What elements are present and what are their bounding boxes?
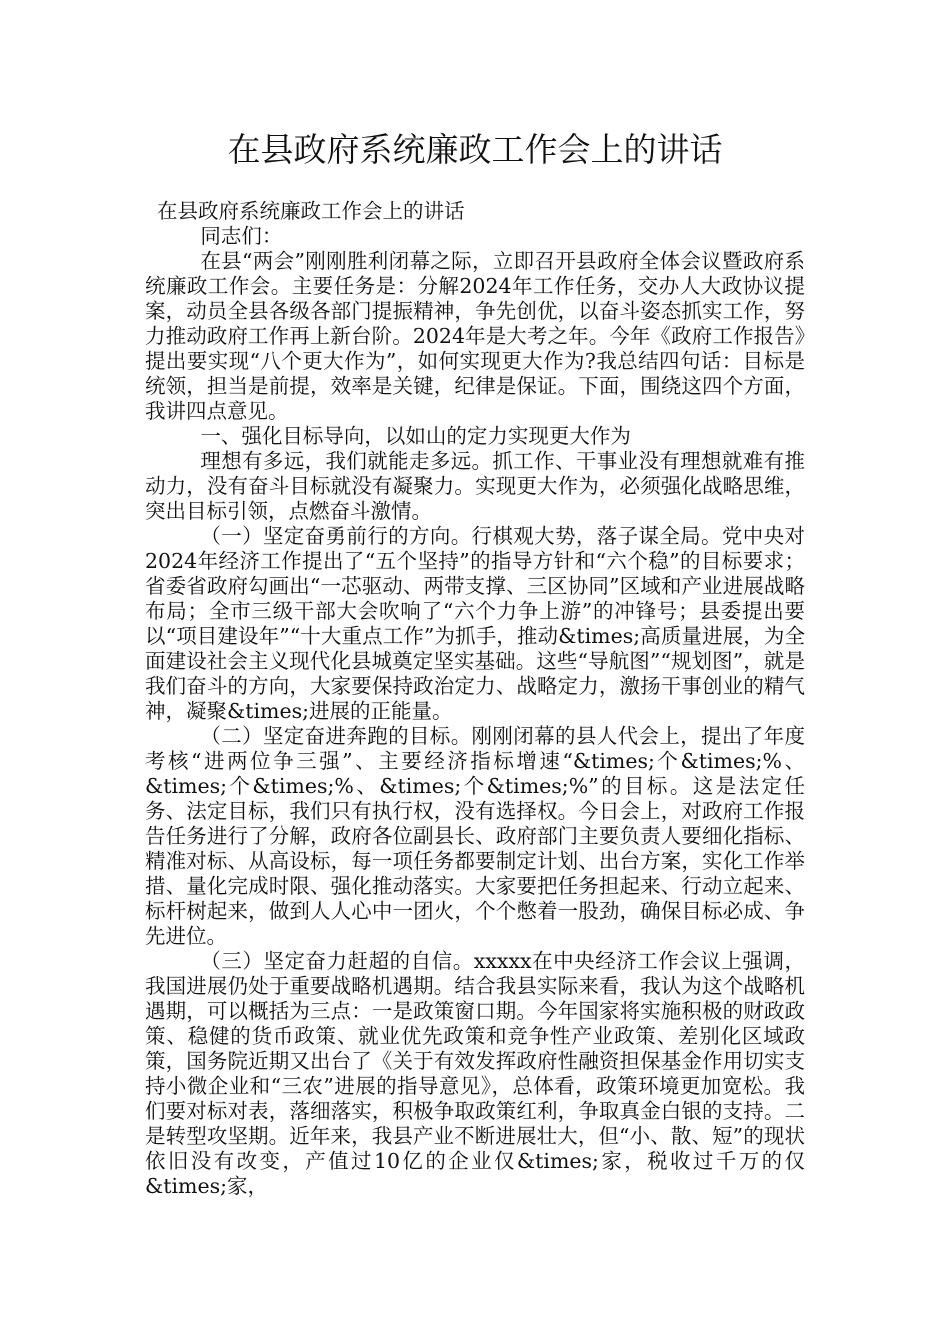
paragraph-point-3: （三）坚定奋力赶超的自信。xxxxx在中央经济工作会议上强调，我国进展仍处于重要战略机遇期。结合我县实际来看，我认为这个战略机遇期，可以概括为三点：一是政策窗口期。今年国家将实施积极的财政政策、稳健的货币政策、就业优先政策和竞争性产业政策、差别化区域政策，国务院近期又出台了《关于有效发挥政府性融资担保基金作用切实支持小微企业和“三农”进展的指导意见》，总体看，政策环境更加宽松。我们要对标对表，落细落实，积极争取政策红利，争取真金白银的支持。二是转型攻坚期。近年来，我县产业不断进展壮大，但“小、散、短”的现状依旧没有改变，产值过10亿的企业仅&times;家，税收过千万的仅&times;家， (145, 949, 805, 1198)
paragraph-intro: 在县“两会”刚刚胜利闭幕之际，立即召开县政府全体会议暨政府系统廉政工作会。主要任务是：分解2024年工作任务，交办人大政协议提案，动员全县各级各部门提振精神，争先创优，以奋斗姿态抓实工作，努力推动政府工作再上新台阶。2024年是大考之年。今年《政府工作报告》提出要实现“八个更大作为”，如何实现更大作为?我总结四句话：目标是统领，担当是前提，效率是关键，纪律是保证。下面，围绕这四个方面，我讲四点意见。 (145, 249, 805, 423)
salutation: 同志们： (200, 224, 283, 248)
paragraph-point-1: （一）坚定奋勇前行的方向。行棋观大势，落子谋全局。党中央对2024年经济工作提出了“五个坚持”的指导方针和“六个稳”的目标要求；省委省政府勾画出“一芯驱动、两带支撑、三区协同”区域和产业进展战略布局；全市三级干部大会吹响了“六个力争上游”的冲锋号；县委提出要以“项目建设年”“十大重点工作”为抓手，推动&times;高质量进展，为全面建设社会主义现代化县城奠定坚实基础。这些“导航图”“规划图”，就是我们奋斗的方向，大家要保持政治定力、战略定力，激扬干事创业的精气神，凝聚&times;进展的正能量。 (145, 524, 805, 723)
paragraph-section-intro: 理想有多远，我们就能走多远。抓工作、干事业没有理想就难有推动力，没有奋斗目标就没有凝聚力。实现更大作为，必须强化战略思维，突出目标引领，点燃奋斗激情。 (145, 449, 805, 523)
document-subtitle: 在县政府系统廉政工作会上的讲话 (157, 199, 465, 223)
paragraph-point-2: （二）坚定奋进奔跑的目标。刚刚闭幕的县人代会上，提出了年度考核“进两位争三强”、主要经济指标增速“&times;个&times;%、&times;个&times;%、&times;个&times;%”的目标。这是法定任务、法定目标，我们只有执行权，没有选择权。今日会上，对政府工作报告任务进行了分解，政府各位副县长、政府部门主要负责人要细化指标、精准对标、从高设标，每一项任务都要制定计划、出台方案，实化工作举措、量化完成时限、强化推动落实。大家要把任务担起来、行动立起来、标杆树起来，做到人人心中一团火，个个憋着一股劲，确保目标必成、争先进位。 (145, 724, 805, 948)
document-body (145, 199, 805, 1199)
document-title: 在县政府系统廉政工作会上的讲话 (227, 130, 723, 169)
section-heading: 一、强化目标导向，以如山的定力实现更大作为 (200, 424, 631, 448)
